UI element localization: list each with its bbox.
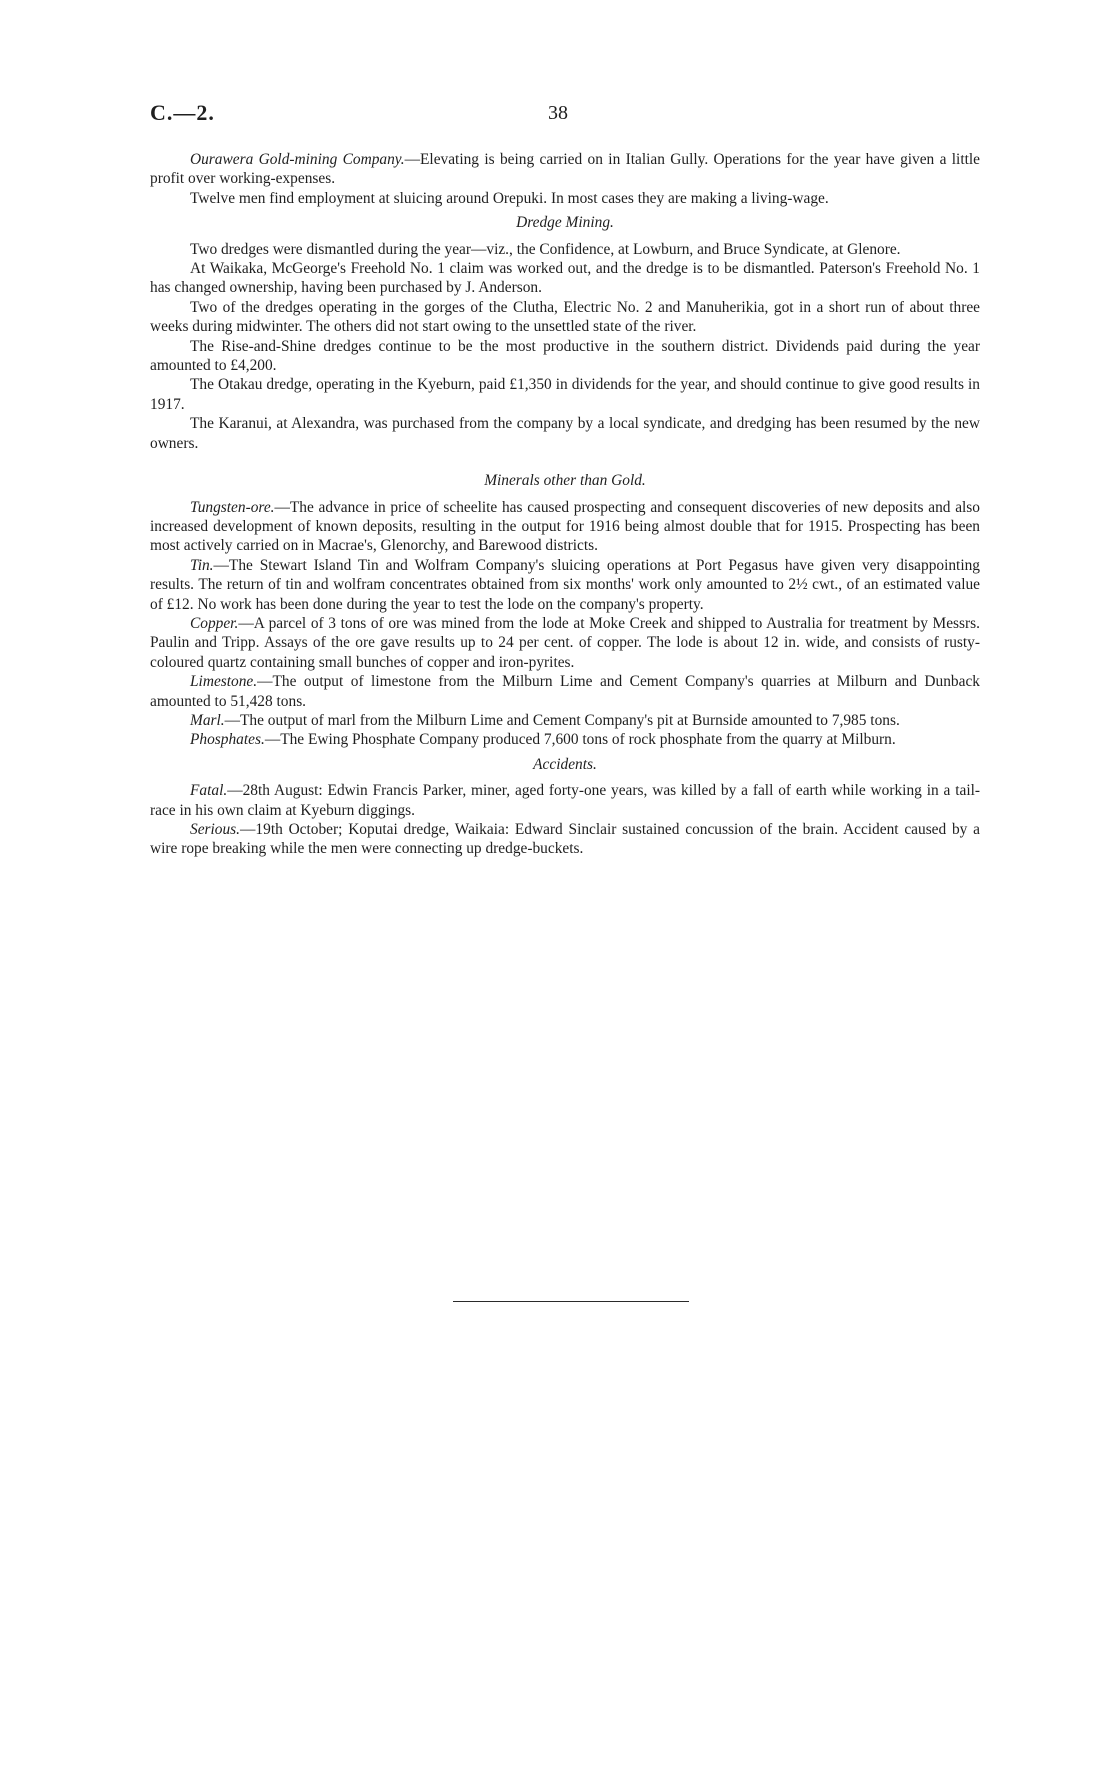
paragraph-orepuki [150, 189, 980, 208]
body-text [150, 150, 980, 859]
paragraph-waikaka [150, 259, 980, 298]
paragraph-text: —A parcel of 3 tons of ore was mined from the lode at Moke Creek and shipped to Australia for treatment by Messrs. Paulin and Tripp. Assays of the ore gave results up to 24 per cent. of copper. The lode is about 12 in. wide, and consists of rusty-coloured quartz containing small bunches of copper and iron-pyrites. [150, 614, 980, 671]
paragraph-text: —The advance in price of scheelite has caused prospecting and consequent discoveries of new deposits and also increased development of known deposits, resulting in the output for 1916 being almost double that for 1915. Prospecting has been most actively carried on in Macrae's, Glenorchy, and Barewood districts. [150, 498, 980, 555]
paragraph-text: Two of the dredges operating in the gorges of the Clutha, Electric No. 2 and Manuherikia, got in a short run of about three weeks during midwinter. The others did not start owing to the unsettled state of the river. [150, 298, 980, 336]
paragraph-text: Two dredges were dismantled during the year—viz., the Confidence, at Lowburn, and Bruce Syndicate, at Glenore. [190, 240, 901, 258]
section-heading-dredge-mining: Dredge Mining. [516, 214, 614, 232]
paragraph-dredges-dismantled [150, 240, 980, 259]
paragraph-otakau [150, 375, 980, 414]
paragraph-marl [150, 711, 980, 730]
paragraph-text: —The output of limestone from the Milburn Lime and Cement Company's quarries at Milburn and Dunback amounted to 51,428 tons. [150, 673, 980, 710]
paragraph-text: The Karanui, at Alexandra, was purchased from the company by a local syndicate, and dredging has been resumed by the new owners. [150, 415, 980, 452]
paragraph-ourawera [150, 150, 980, 189]
paragraph-copper [150, 614, 980, 672]
document-reference: C.—2. [150, 100, 215, 125]
paragraph-rise-and-shine [150, 337, 980, 376]
paragraph-text: At Waikaka, McGeorge's Freehold No. 1 claim was worked out, and the dredge is to be dismantled. Paterson's Freehold No. 1 has changed ownership, having been purchased by J. Anderson. [150, 260, 980, 297]
paragraph-serious [150, 820, 980, 859]
paragraph-fatal [150, 781, 980, 820]
paragraph-lead: Ourawera Gold-mining Company. [190, 151, 405, 168]
paragraph-text: Twelve men find employment at sluicing around Orepuki. In most cases they are making a living-wage. [190, 189, 829, 207]
paragraph-text: The Rise-and-Shine dredges continue to be the most productive in the southern district. Dividends paid during the year amounted to £4,200. [150, 337, 980, 375]
paragraph-lead: Phosphates. [190, 731, 265, 749]
paragraph-lead: Marl. [190, 711, 225, 729]
end-rule [453, 1301, 689, 1302]
section-heading-accidents: Accidents. [533, 755, 597, 773]
paragraph-lead: Copper. [190, 614, 239, 632]
paragraph-tin [150, 556, 980, 614]
paragraph-phosphates [150, 730, 980, 749]
paragraph-lead: Tin. [190, 556, 214, 574]
paragraph-karanui [150, 414, 980, 453]
section-heading-minerals: Minerals other than Gold. [484, 472, 646, 490]
paragraph-clutha-gorges [150, 298, 980, 337]
paragraph-lead: Serious. [190, 821, 241, 838]
paragraph-text: —The output of marl from the Milburn Lime and Cement Company's pit at Burnside amounted to 7,985 tons. [224, 711, 900, 729]
page-number: 38 [548, 102, 568, 124]
paragraph-text: The Otakau dredge, operating in the Kyeburn, paid £1,350 in dividends for the year, and should continue to give good results in 1917. [150, 376, 980, 413]
paragraph-text: —28th August: Edwin Francis Parker, miner, aged forty-one years, was killed by a fall of earth while working in a tail-race in his own claim at Kyeburn diggings. [150, 782, 980, 819]
paragraph-lead: Limestone. [190, 673, 258, 691]
paragraph-text: —19th October; Koputai dredge, Waikaia: Edward Sinclair sustained concussion of the brain. Accident caused by a wire rope breaking while the men were connecting up dredge-buckets. [150, 821, 980, 858]
page-header [150, 100, 980, 136]
paragraph-text: —Elevating is being carried on in Italian Gully. Operations for the year have given a little profit over working-expenses. [150, 151, 980, 188]
paragraph-text: —The Ewing Phosphate Company produced 7,600 tons of rock phosphate from the quarry at Milburn. [264, 731, 896, 749]
paragraph-tungsten [150, 498, 980, 556]
paragraph-limestone [150, 672, 980, 711]
paragraph-lead: Tungsten-ore. [190, 498, 275, 516]
paragraph-text: —The Stewart Island Tin and Wolfram Company's sluicing operations at Port Pegasus have given very disappointing results. The return of tin and wolfram concentrates obtained from six months' work only amounted to 2½ cwt., of an estimated value of £12. No work has been done during the year to test the lode on the company's property. [150, 556, 980, 613]
paragraph-lead: Fatal. [190, 782, 228, 800]
